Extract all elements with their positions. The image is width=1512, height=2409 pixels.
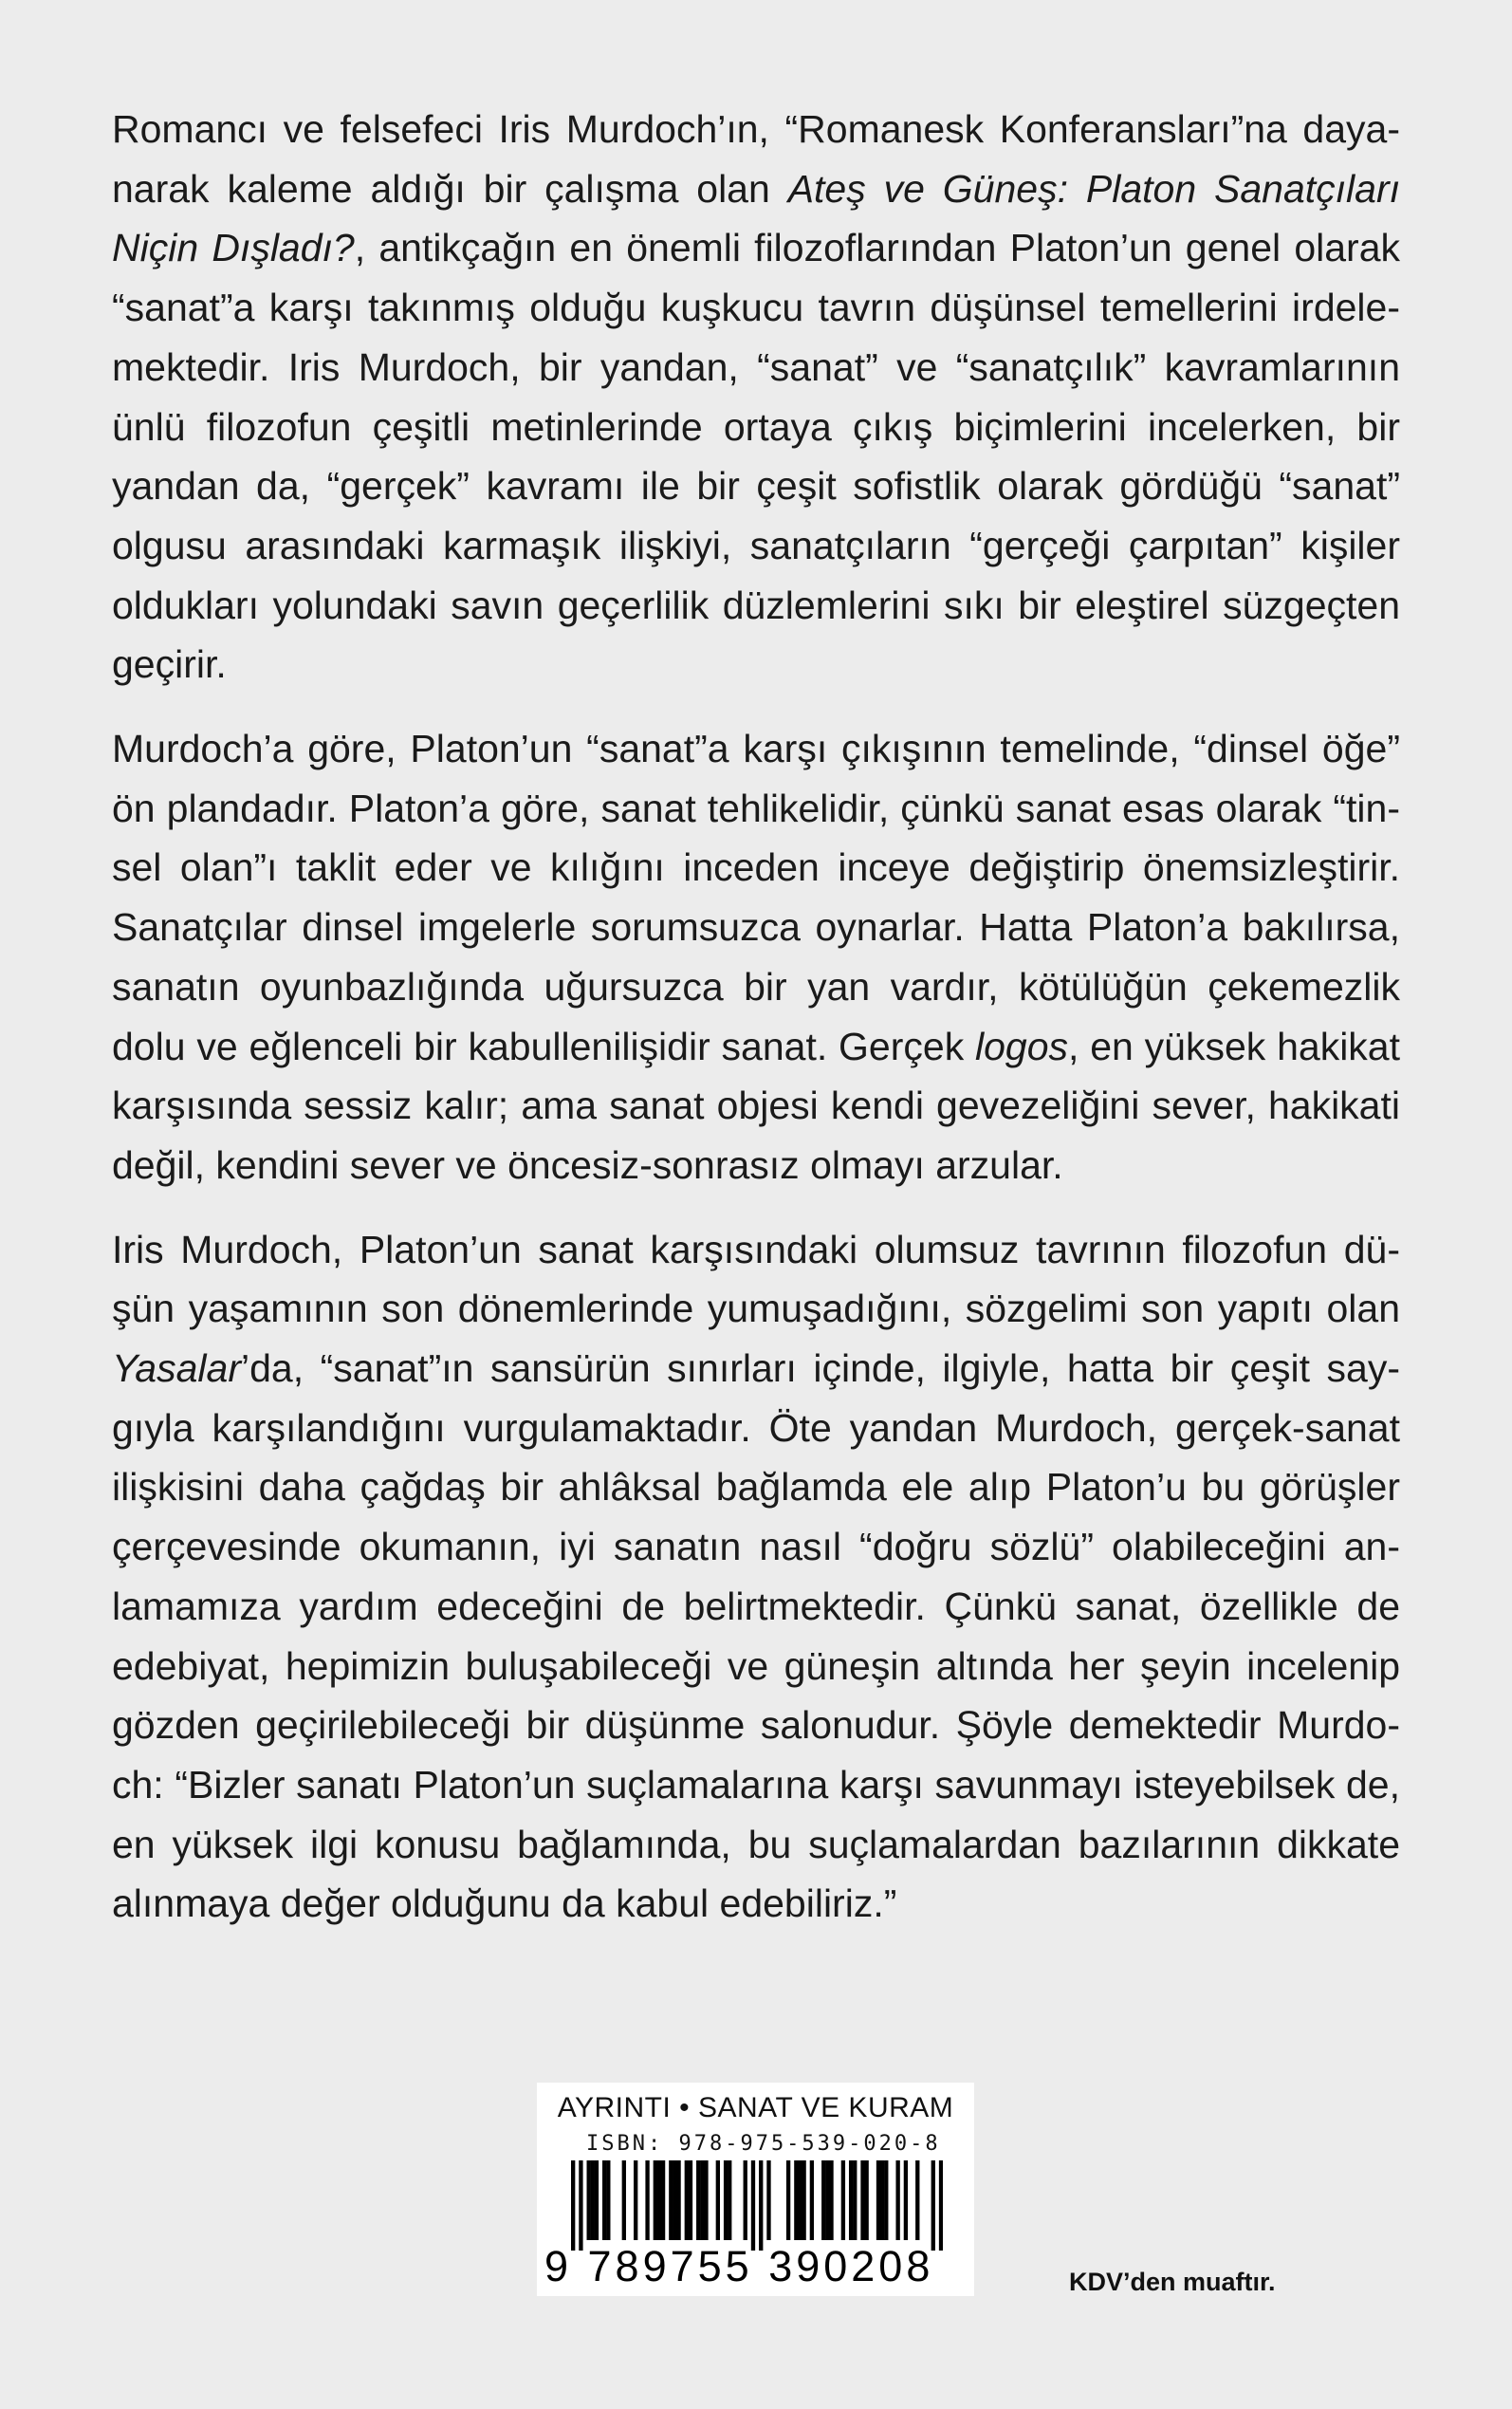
barcode-bar: [700, 2160, 704, 2240]
paragraph: [112, 719, 1400, 1195]
vat-exempt-note: KDV’den muaftır.: [1069, 2268, 1276, 2296]
barcode-bar: [744, 2160, 747, 2240]
barcode-bar: [766, 2160, 770, 2240]
barcode-bar: [853, 2160, 857, 2240]
barcode-bar: [876, 2160, 880, 2240]
barcode-bar: [661, 2160, 665, 2240]
barcode-bar: [728, 2160, 731, 2240]
barcode-bar: [849, 2160, 853, 2240]
barcode-bar: [829, 2160, 833, 2240]
barcode-bar: [794, 2160, 798, 2240]
barcode-bar: [724, 2160, 728, 2240]
barcode-bar: [579, 2160, 582, 2251]
barcode-bar: [685, 2160, 689, 2240]
barcode-bar: [696, 2160, 700, 2240]
italic-title-text: Yasalar: [112, 1346, 241, 1391]
paragraph: [112, 100, 1400, 695]
barcode-bar: [591, 2160, 595, 2240]
barcode-bar: [904, 2160, 908, 2240]
barcode-bar: [884, 2160, 888, 2240]
paragraph-text: , antikçağın en önemli filozoflarından Platon’un genel olarak “sanat”a karşı takınmış olduğu kuşkucu tavrın düşünsel temellerini irdelemektedir. Iris Murdoch, bir yandan, “sanat” ve “sanatçılık” kavramlarının ünlü filozofun çeşitli metinlerinde ortaya çıkış biçimlerini incelerken, bir yandan da, “gerçek” kavramı ile bir çeşit sofistlik olarak gördüğü “sanat” olgusu arasındaki karmaşık ilişkiyi, sanatçıların “gerçeği çarpıtan” kişiler oldukları yolundaki savın geçerlilik düzlemlerini sıkı bir eleştirel süzgeçten geçirir.: [112, 226, 1400, 687]
barcode-box: [537, 2083, 974, 2296]
barcode-bar: [825, 2160, 829, 2240]
barcode-bar: [821, 2160, 825, 2240]
series-label: AYRINTI • SANAT VE KURAM: [557, 2092, 954, 2123]
barcode-bar: [915, 2160, 919, 2240]
back-cover-text: [112, 100, 1400, 1958]
barcode-bar: [587, 2160, 591, 2240]
italic-title-text: Ateş ve Güneş: Platon Sanatçıları Niçin Dışladı?: [112, 166, 1401, 270]
barcode-bar: [689, 2160, 692, 2240]
barcode-bar: [810, 2160, 814, 2240]
barcode-bar: [669, 2160, 673, 2240]
paragraph-text: , en yüksek hakikat karşısında sessiz kalır; ama sanat objesi kendi gevezeliğini sever, hakikati değil, kendini sever ve öncesiz-sonrasız olmayı arzular.: [112, 1024, 1400, 1187]
barcode-bar: [864, 2160, 868, 2240]
paragraph-text: ’da, “sanat”ın sansürün sınırları içinde, ilgiyle, hatta bir çeşit saygıyla karşılandığını vurgulamaktadır. Öte yandan Murdoch, gerçek-sanat ilişkisini daha çağdaş bir ahlâksal bağlamda ele alıp Platon’u bu görüşler çerçevesinde okumanın, iyi sanatın nasıl “doğru sözlü” olabileceğini anlamamıza yardım edeceğini de belirtmektedir. Çünkü sanat, özellikle de edebiyat, hepimizin buluşabileceği ve güneşin altında her şeyin incelenip gözden geçirilebileceği bir düşünme salonudur. Şöyle demektedir Murdoch: “Bizler sanatı Platon’un suçlamalarına karşı savunmayı isteyebilsek de, en yüksek ilgi konusu bağlamında, bu suçlamalardan bazılarının dikkate alınmaya değer olduğunu da kabul edebiliriz.”: [112, 1346, 1400, 1926]
barcode-bar: [602, 2160, 606, 2240]
barcode-bar: [676, 2160, 680, 2240]
barcode-bar: [895, 2160, 899, 2240]
barcode-bar: [716, 2160, 720, 2240]
barcode-bar: [673, 2160, 676, 2240]
barcode-image: [571, 2160, 943, 2251]
barcode-bar: [786, 2160, 790, 2240]
barcode-bar: [595, 2160, 599, 2240]
barcode-bar: [704, 2160, 708, 2240]
barcode-bar: [939, 2160, 943, 2251]
barcode-bar: [645, 2160, 649, 2240]
paragraph-text: Iris Murdoch, Platon’un sanat karşısındaki olumsuz tavrının filozofun düşün yaşamının son dönemlerinde yumuşadığını, sözgelimi son yapıtı olan: [112, 1227, 1400, 1331]
paragraph: [112, 1220, 1400, 1934]
barcode-bar: [841, 2160, 845, 2240]
barcode-bar: [931, 2160, 935, 2251]
barcode-bar: [622, 2160, 626, 2240]
barcode-bar: [571, 2160, 575, 2251]
barcode-bar: [751, 2160, 755, 2251]
barcode-bar: [759, 2160, 763, 2251]
isbn-label: ISBN: 978-975-539-020-8: [586, 2132, 941, 2156]
paragraph-text: Romancı ve felsefeci Iris Murdoch’ın, “Romanesk Konferansları”na dayanarak kaleme aldığı bir çalışma olan: [112, 107, 1400, 211]
barcode-bar: [802, 2160, 805, 2240]
barcode-bar: [634, 2160, 637, 2240]
barcode-digits: 9 789755 390208: [544, 2242, 934, 2290]
barcode-bar: [654, 2160, 657, 2240]
barcode-bar: [606, 2160, 610, 2240]
barcode-bar: [798, 2160, 802, 2240]
barcode-bar: [880, 2160, 884, 2240]
italic-title-text: logos: [975, 1024, 1069, 1068]
barcode-bar: [860, 2160, 864, 2240]
barcode-bar: [657, 2160, 661, 2240]
paragraph-text: Murdoch’a göre, Platon’un “sanat”a karşı çıkışının temelinde, “dinsel öğe” ön plandadır. Platon’a göre, sanat tehlikelidir, çünkü sanat esas olarak “tinsel olan”ı taklit eder ve kılığını inceden inceye değiştirip önemsizleştirir. Sanatçılar dinsel imgelerle sorumsuzca oynarlar. Hatta Platon’a bakılırsa, sanatın oyunbazlığında uğursuzca bir yan vardır, kötülüğün çekemezlik dolu ve eğlenceli bir kabullenilişidir sanat. Gerçek: [112, 727, 1400, 1068]
